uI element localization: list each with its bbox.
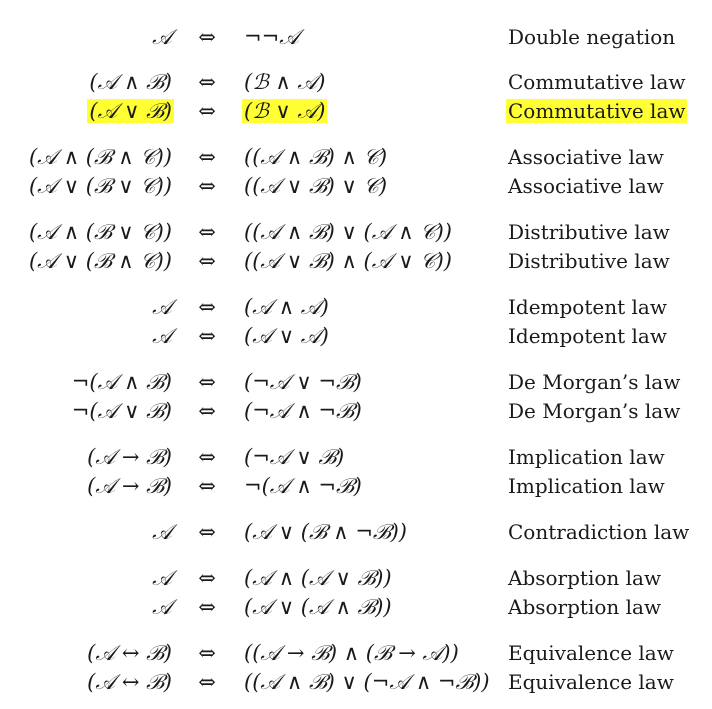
equivalence-row bbox=[0, 367, 712, 397]
lhs-formula: (𝒜 ∧ (ℬ ∨ 𝒞)) bbox=[28, 220, 172, 244]
lhs-formula: ¬(𝒜 ∧ ℬ) bbox=[71, 370, 172, 394]
equivalence-symbol: ⇔ bbox=[198, 324, 216, 348]
equivalence-symbol: ⇔ bbox=[198, 370, 216, 394]
equivalence-row bbox=[0, 592, 712, 622]
rhs-formula: (𝒜 ∧ (𝒜 ∨ ℬ)) bbox=[244, 566, 392, 590]
lhs-formula: ¬(𝒜 ∨ ℬ) bbox=[71, 399, 172, 423]
rhs-formula: (ℬ ∧ 𝒜) bbox=[244, 70, 326, 94]
rhs-formula: (¬𝒜 ∨ ¬ℬ) bbox=[244, 370, 362, 394]
rhs-formula: ((𝒜 ∨ ℬ) ∨ 𝒞) bbox=[244, 174, 388, 198]
lhs-formula: (𝒜 ∨ (ℬ ∧ 𝒞)) bbox=[28, 249, 172, 273]
equivalence-symbol: ⇔ bbox=[198, 70, 216, 94]
rhs-formula: (¬𝒜 ∨ ℬ) bbox=[244, 445, 345, 469]
lhs-formula: (𝒜 → ℬ) bbox=[87, 445, 172, 469]
lhs-formula: (𝒜 ↔ ℬ) bbox=[87, 641, 172, 665]
equivalence-symbol: ⇔ bbox=[198, 25, 216, 49]
lhs-formula: 𝒜 bbox=[152, 324, 172, 348]
law-name: Equivalence law bbox=[508, 670, 674, 694]
equivalence-row bbox=[0, 217, 712, 247]
law-name: De Morgan’s law bbox=[508, 370, 681, 394]
law-name: Absorption law bbox=[508, 566, 662, 590]
highlight-mark: Commutative law bbox=[508, 99, 686, 123]
law-name: Commutative law bbox=[508, 70, 686, 94]
rhs-formula: (¬𝒜 ∧ ¬ℬ) bbox=[244, 399, 362, 423]
rhs-formula: ((𝒜 → ℬ) ∧ (ℬ → 𝒜)) bbox=[244, 641, 459, 665]
lhs-formula: (𝒜 ∨ (ℬ ∨ 𝒞)) bbox=[28, 174, 172, 198]
equivalence-row bbox=[0, 246, 712, 276]
equivalence-symbol: ⇔ bbox=[198, 474, 216, 498]
law-name: De Morgan’s law bbox=[508, 399, 681, 423]
lhs-formula: (𝒜 ∧ (ℬ ∧ 𝒞)) bbox=[28, 145, 172, 169]
equivalence-symbol: ⇔ bbox=[198, 399, 216, 423]
equivalence-row bbox=[0, 67, 712, 97]
equivalence-symbol: ⇔ bbox=[198, 445, 216, 469]
law-name: Double negation bbox=[508, 25, 676, 49]
equivalence-row bbox=[0, 321, 712, 351]
law-name: Associative law bbox=[508, 174, 664, 198]
law-name: Implication law bbox=[508, 445, 665, 469]
lhs-formula: (𝒜 ∧ ℬ) bbox=[89, 70, 172, 94]
law-name: Implication law bbox=[508, 474, 665, 498]
equivalence-symbol: ⇔ bbox=[198, 99, 216, 123]
equivalence-row bbox=[0, 442, 712, 472]
equivalence-row bbox=[0, 638, 712, 668]
rhs-formula: ¬¬𝒜 bbox=[244, 25, 300, 49]
rhs-formula: ((𝒜 ∧ ℬ) ∨ (𝒜 ∧ 𝒞)) bbox=[244, 220, 453, 244]
highlight-mark: (𝒜 ∨ ℬ) bbox=[89, 99, 172, 123]
equivalence-symbol: ⇔ bbox=[198, 249, 216, 273]
law-name: Absorption law bbox=[508, 595, 662, 619]
lhs-formula: (𝒜 → ℬ) bbox=[87, 474, 172, 498]
rhs-formula: (𝒜 ∧ 𝒜) bbox=[244, 295, 329, 319]
equivalence-symbol: ⇔ bbox=[198, 295, 216, 319]
equivalence-row-highlighted bbox=[0, 96, 712, 126]
equivalence-row bbox=[0, 563, 712, 593]
law-name bbox=[508, 96, 685, 126]
law-name: Associative law bbox=[508, 145, 664, 169]
equivalence-row bbox=[0, 396, 712, 426]
rhs-formula: (𝒜 ∨ 𝒜) bbox=[244, 324, 329, 348]
highlight-mark: (ℬ ∨ 𝒜) bbox=[244, 99, 326, 123]
law-name: Idempotent law bbox=[508, 324, 667, 348]
law-name: Idempotent law bbox=[508, 295, 667, 319]
rhs-formula: (𝒜 ∨ (𝒜 ∧ ℬ)) bbox=[244, 595, 392, 619]
equivalence-symbol: ⇔ bbox=[198, 520, 216, 544]
rhs-formula: ((𝒜 ∨ ℬ) ∧ (𝒜 ∨ 𝒞)) bbox=[244, 249, 453, 273]
lhs-formula: 𝒜 bbox=[152, 520, 172, 544]
equivalence-row bbox=[0, 471, 712, 501]
equivalence-symbol: ⇔ bbox=[198, 174, 216, 198]
equivalence-symbol: ⇔ bbox=[198, 595, 216, 619]
law-name: Distributive law bbox=[508, 220, 670, 244]
law-name: Contradiction law bbox=[508, 520, 690, 544]
law-name: Distributive law bbox=[508, 249, 670, 273]
rhs-formula: ((𝒜 ∧ ℬ) ∨ (¬𝒜 ∧ ¬ℬ)) bbox=[244, 670, 490, 694]
lhs-formula: 𝒜 bbox=[152, 295, 172, 319]
equivalence-row bbox=[0, 142, 712, 172]
equivalence-symbol: ⇔ bbox=[198, 145, 216, 169]
law-name: Equivalence law bbox=[508, 641, 674, 665]
lhs-formula bbox=[89, 96, 172, 126]
equivalence-symbol: ⇔ bbox=[198, 566, 216, 590]
equivalence-row bbox=[0, 517, 712, 547]
equivalence-row bbox=[0, 171, 712, 201]
rhs-formula: ¬(𝒜 ∧ ¬ℬ) bbox=[244, 474, 362, 498]
equivalence-symbol: ⇔ bbox=[198, 670, 216, 694]
lhs-formula: 𝒜 bbox=[152, 595, 172, 619]
rhs-formula: (𝒜 ∨ (ℬ ∧ ¬ℬ)) bbox=[244, 520, 407, 544]
lhs-formula: 𝒜 bbox=[152, 25, 172, 49]
lhs-formula: (𝒜 ↔ ℬ) bbox=[87, 670, 172, 694]
equivalence-row bbox=[0, 292, 712, 322]
rhs-formula bbox=[244, 96, 325, 126]
equivalence-symbol: ⇔ bbox=[198, 641, 216, 665]
equivalence-symbol: ⇔ bbox=[198, 220, 216, 244]
lhs-formula: 𝒜 bbox=[152, 566, 172, 590]
rhs-formula: ((𝒜 ∧ ℬ) ∧ 𝒞) bbox=[244, 145, 388, 169]
equivalence-row bbox=[0, 667, 712, 697]
equivalence-row bbox=[0, 22, 712, 52]
